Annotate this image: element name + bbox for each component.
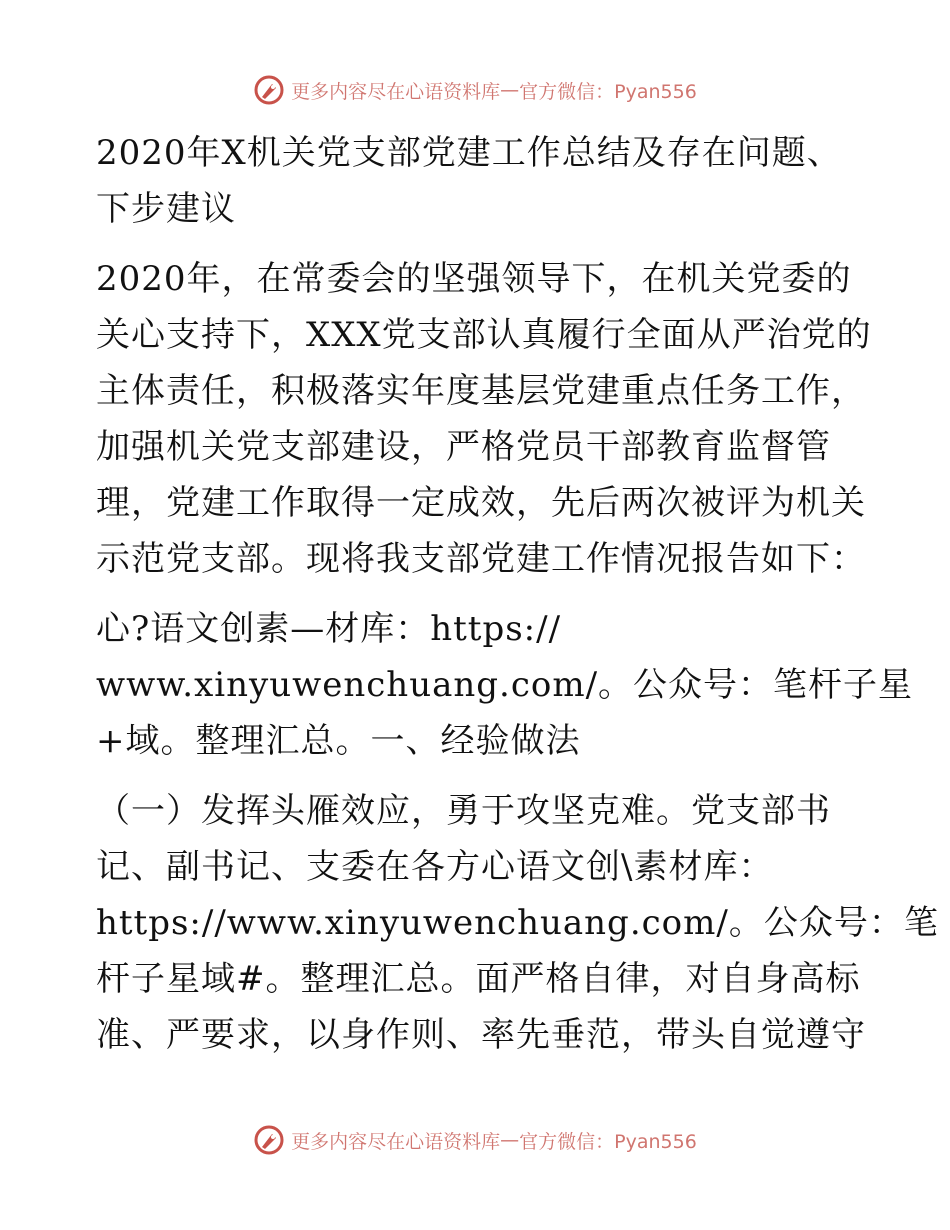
paragraph-line: 示范党支部。现将我支部党建工作情况报告如下： xyxy=(96,539,866,579)
paragraph-line: 关心支持下，XXX党支部认真履行全面从严治党的 xyxy=(96,315,872,355)
paragraph-line: +域。整理汇总。一、经验做法 xyxy=(96,721,581,761)
paragraph-line: 主体责任，积极落实年度基层党建重点任务工作， xyxy=(96,371,866,411)
paragraph-section-one xyxy=(96,783,939,1063)
banner-text: 更多内容尽在心语资料库 xyxy=(291,80,501,103)
banner-wechat: 官方微信：Pyan556 xyxy=(519,1130,697,1153)
banner-separator: — xyxy=(500,79,520,101)
document-body xyxy=(96,125,939,1063)
header-banner xyxy=(0,70,950,110)
paragraph-line: 记、副书记、支委在各方心语文创\素材库： xyxy=(96,847,774,887)
footer-banner xyxy=(0,1120,950,1160)
paragraph-line: （一）发挥头雁效应，勇于攻坚克难。党支部书 xyxy=(96,791,831,831)
paragraph-line: 准、严要求，以身作则、率先垂范，带头自觉遵守 xyxy=(96,1015,866,1055)
paragraph-line: 杆子星域#。整理汇总。面严格自律，对自身高标 xyxy=(96,959,861,999)
banner-separator: — xyxy=(500,1129,520,1151)
banner-wechat: 官方微信：Pyan556 xyxy=(519,80,697,103)
paragraph-line: 心?语文创素—材库：https:// xyxy=(96,609,562,649)
paragraph-line: https://www.xinyuwenchuang.com/。公众号：笔 xyxy=(96,903,939,943)
pen-nib-logo-icon xyxy=(253,74,285,106)
title-line: 下步建议 xyxy=(96,189,236,229)
paragraph-line: 理，党建工作取得一定成效，先后两次被评为机关 xyxy=(96,483,866,523)
pen-nib-logo-icon xyxy=(253,1124,285,1156)
paragraph-line: 2020年，在常委会的坚强领导下，在机关党委的 xyxy=(96,259,852,299)
document-title xyxy=(96,125,856,237)
title-line: 2020年X机关党支部党建工作总结及存在问题、 xyxy=(96,133,842,173)
paragraph-intro xyxy=(96,251,872,587)
paragraph-line: 加强机关党支部建设，严格党员干部教育监督管 xyxy=(96,427,831,467)
banner-text: 更多内容尽在心语资料库 xyxy=(291,1130,501,1153)
paragraph-line: www.xinyuwenchuang.com/。公众号：笔杆子星 xyxy=(96,665,914,705)
paragraph-source xyxy=(96,601,914,769)
